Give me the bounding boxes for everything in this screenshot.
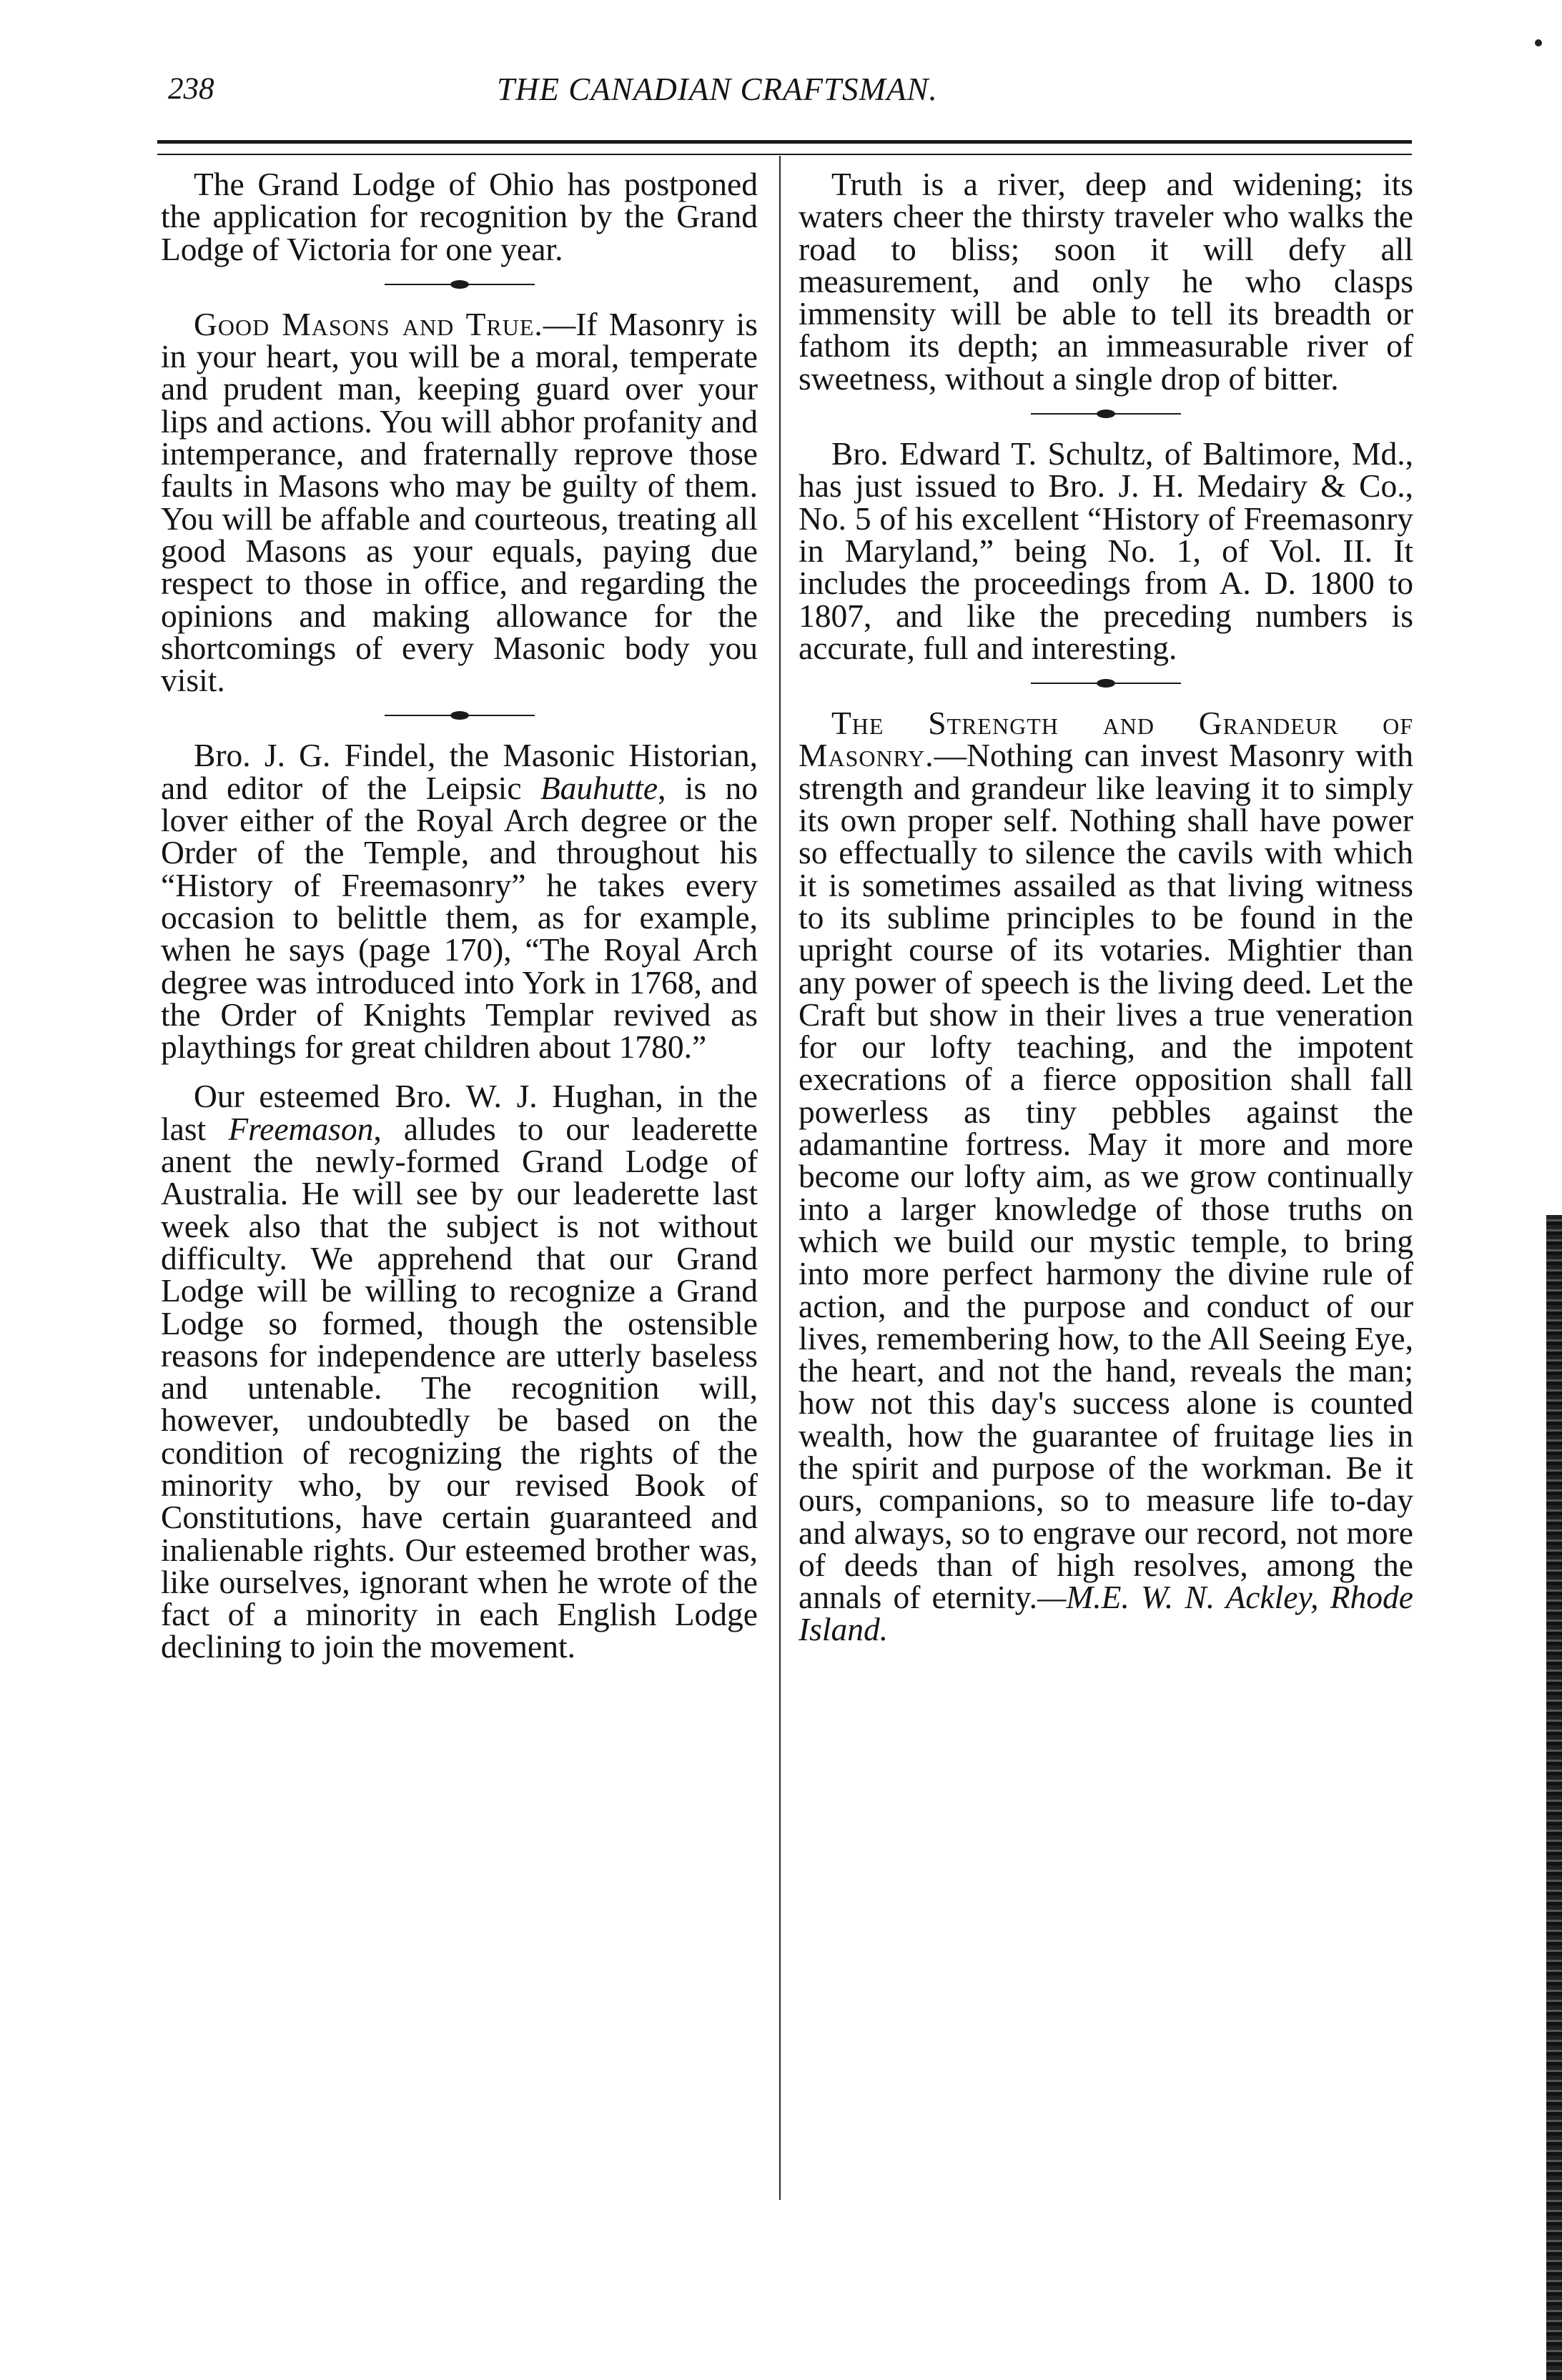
truth-river-paragraph: Truth is a river, deep and widening; its waters cheer the thirsty traveler who walks the road to bliss; soon it will defy all measurement, and only he who clasps immensity will be able to tell its breadth or fathom its depth; an immeasurable river of sweetness, without a single drop of bitter. (799, 166, 1413, 397)
hughan-text-b: , alludes to our leaderette anent the newly-formed Grand Lodge of Australia. He will see by our leaderette last week also that the subject is not without difficulty. We apprehend that our Grand Lodge will be willing to recognize a Grand Lodge so formed, though the ostensible reasons for independence are utterly baseless and untenable. The recognition will, however, undoubtedly be based on the condition of recognizing the rights of the minority who, by our revised Book of Constitutions, have certain guaranteed and inalienable rights. Our esteemed brother was, like ourselves, ignorant when he wrote of the fact of a minority in each English Lodge declining to join the movement. (161, 1110, 758, 1665)
left-column (161, 168, 758, 1663)
freemason-italic: Freemason (228, 1110, 374, 1147)
header-rule-thick (157, 140, 1412, 144)
findel-text-b: , is no lover either of the Royal Arch degree or the Order of the Temple, and throughout his “History of Freemasonry” he takes every occasion to belittle them, as for example, when he says (page 170), “The Royal Arch degree was introduced into York in 1768, and the Order of Knights Templar revived as playthings for great children about 1780.” (161, 769, 758, 1066)
good-masons-body: —If Masonry is in your heart, you will be a moral, temperate and prudent man, keeping guard over your lips and actions. You will abhor profanity and intemperance, and fraternally reprove those faults in Masons who may be guilty of them. You will be affable and courteous, treating all good Masons as your equals, paying due respect to those in office, and regarding the opinions and making allowance for the shortcomings of every Masonic body you visit. (161, 305, 758, 699)
strength-grandeur-heading: The Strength and Grandeur of Masonry. (799, 705, 1413, 774)
good-masons-heading: Good Masons and True. (194, 305, 543, 342)
bauhutte-italic: Bauhutte (540, 769, 658, 806)
page-edge-shadow (1546, 1215, 1562, 2380)
strength-grandeur-body: —Nothing can invest Masonry with strength and grandeur like leaving it to simply its own proper self. Nothing shall have power so effectually to silence the cavils with which it is sometimes assailed as that living witness to its sublime principles to be found in the upright course of its votaries. Mightier than any power of speech is the living deed. Let the Craft but show in their lives a true veneration for our lofty teaching, and the impotent execrations of a fierce opposition shall fall powerless as tiny pebbles against the adamantine fortress. May it more and more become our lofty aim, as we grow continually into a larger knowledge of those truths on which we build our mystic temple, to bring into more perfect harmony the divine rule of action, and the purpose and conduct of our lives, remembering how, to the All Seeing Eye, the heart, and not the hand, reveals the man; how not this day's success alone is counted wealth, how the guarantee of fruitage lies in the spirit and purpose of the workman. Be it ours, companions, so to measure life to-day and always, so to engrave our record, not more of deeds than of high resolves, among the annals of eternity. (799, 737, 1413, 1616)
section-separator (1031, 678, 1181, 688)
findel-text-a: Bro. J. G. Findel, the Masonic Historian, and editor of the Leipsic (161, 737, 758, 806)
right-column (799, 168, 1413, 1646)
findel-paragraph (161, 737, 758, 1066)
hughan-text-a: Our esteemed Bro. W. J. Hughan, in the last (161, 1078, 758, 1147)
page-number: 238 (168, 72, 214, 106)
hughan-paragraph (161, 1078, 758, 1665)
column-divider (779, 156, 781, 2200)
running-title: THE CANADIAN CRAFTSMAN. (497, 71, 938, 107)
schultz-paragraph: Bro. Edward T. Schultz, of Baltimore, Md., has just issued to Bro. J. H. Medairy & Co., No. 5 of his excellent “History of Freemasonry in Maryland,” being No. 1, of Vol. II. It includes the proceedings from A. D. 1800 to 1807, and like the preceding numbers is accurate, full and interesting. (799, 435, 1413, 666)
ohio-recognition-paragraph: The Grand Lodge of Ohio has postponed the application for recognition by the Grand Lodge of Victoria for one year. (161, 166, 758, 267)
section-separator (385, 710, 535, 720)
page-header (168, 64, 1412, 122)
header-rule-thin (157, 154, 1412, 155)
good-masons-paragraph (161, 305, 758, 699)
strength-grandeur-paragraph (799, 707, 1413, 1646)
section-separator (385, 279, 535, 289)
ackley-signature: —M.E. W. N. Ackley, Rhode Island. (799, 1579, 1413, 1648)
edge-ink-dot (1535, 39, 1542, 46)
section-separator (1031, 409, 1181, 419)
